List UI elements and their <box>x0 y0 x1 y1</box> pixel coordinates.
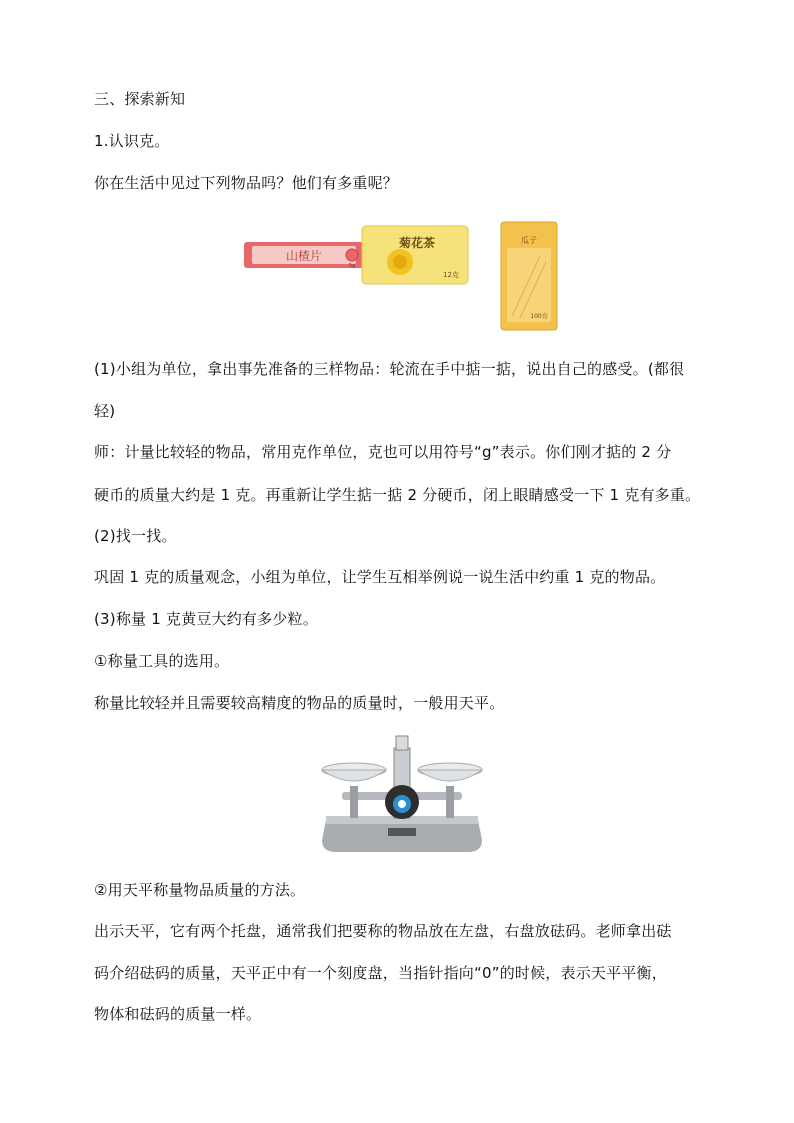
subsection-title: 1.认识克。 <box>94 132 170 150</box>
tea-weight: 12克 <box>443 271 459 279</box>
melon-seeds-image <box>501 222 557 330</box>
hawthorn-candy-image <box>244 242 364 269</box>
seeds-weight: 100克 <box>530 313 548 320</box>
section-title: 三、探索新知 <box>94 90 186 108</box>
paragraph-8: ②用天平称量物品质量的方法。 <box>94 881 306 899</box>
paragraph-9-line-2: 码介绍砝码的质量，天平正中有一个刻度盘，当指针指向“0”的时候，表示天平平衡， <box>94 964 667 982</box>
candy-label: 山楂片 <box>285 249 323 263</box>
paragraph-6: ①称量工具的选用。 <box>94 652 230 670</box>
paragraph-9-line-1: 出示天平，它有两个托盘，通常我们把要称的物品放在左盘，右盘放砝码。老师拿出砝 <box>94 922 672 940</box>
paragraph-5: (3)称量 1 克黄豆大约有多少粒。 <box>94 610 318 628</box>
paragraph-2-line-1: 师：计量比较轻的物品，常用克作单位，克也可以用符号“g”表示。你们刚才掂的 2 分 <box>94 443 672 461</box>
paragraph-4: 巩固 1 克的质量观念，小组为单位，让学生互相举例说一说生活中约重 1 克的物品。 <box>94 568 666 586</box>
balance-scale-image <box>318 732 486 860</box>
paragraph-2-line-2: 硬币的质量大约是 1 克。再重新让学生掂一掂 2 分硬币，闭上眼睛感受一下 1 克有多重。 <box>94 486 701 504</box>
paragraph-9-line-3: 物体和砝码的质量一样。 <box>94 1005 262 1023</box>
product-images <box>240 220 570 335</box>
paragraph-7: 称量比较轻并且需要较高精度的物品的质量时，一般用天平。 <box>94 694 505 712</box>
paragraph-1-line-2: 轻) <box>94 402 116 420</box>
seeds-label: 瓜子 <box>521 236 537 245</box>
paragraph-1-line-1: (1)小组为单位，拿出事先准备的三样物品：轮流在手中掂一掂，说出自己的感受。(都很 <box>94 360 685 378</box>
tea-label: 菊花茶 <box>398 236 436 250</box>
chrysanthemum-tea-image <box>362 226 468 284</box>
intro-question: 你在生活中见过下列物品吗？他们有多重呢？ <box>94 174 399 192</box>
paragraph-3: (2)找一找。 <box>94 527 177 545</box>
candy-weight: 5g <box>348 263 356 269</box>
